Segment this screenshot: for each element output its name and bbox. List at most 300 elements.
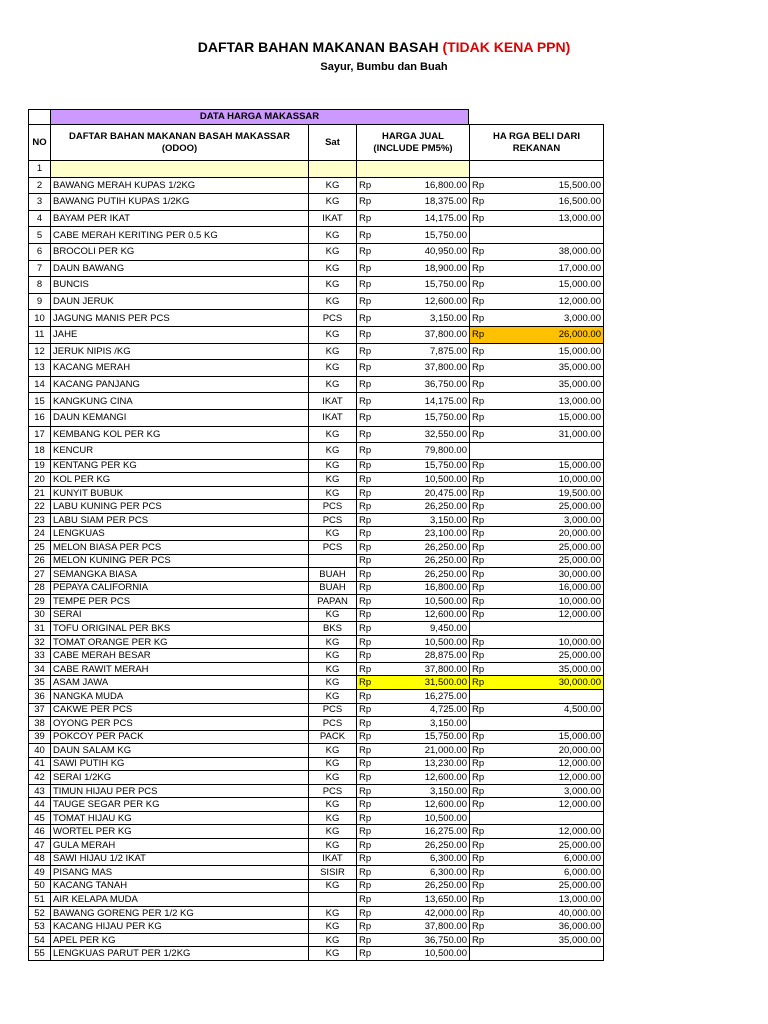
table-row xyxy=(29,177,604,194)
buy-price xyxy=(504,227,604,244)
sell-price: 14,175.00 xyxy=(389,210,470,227)
row-number: 53 xyxy=(29,920,51,934)
row-number: 43 xyxy=(29,784,51,798)
sell-currency: Rp xyxy=(357,581,389,595)
sell-price: 26,250.00 xyxy=(389,839,470,853)
table-row xyxy=(29,260,604,277)
table-row xyxy=(29,376,604,393)
row-number: 30 xyxy=(29,608,51,622)
unit: KG xyxy=(309,825,357,839)
sell-currency: Rp xyxy=(357,744,389,758)
sell-price: 16,275.00 xyxy=(389,825,470,839)
buy-currency: Rp xyxy=(470,608,504,622)
unit: IKAT xyxy=(309,852,357,866)
buy-currency xyxy=(470,689,504,703)
sell-price: 28,875.00 xyxy=(389,649,470,663)
table-row xyxy=(29,893,604,907)
row-number: 13 xyxy=(29,360,51,377)
row-number: 10 xyxy=(29,310,51,327)
buy-currency xyxy=(470,717,504,731)
item-name: SAWI HIJAU 1/2 IKAT xyxy=(51,852,309,866)
buy-currency: Rp xyxy=(470,177,504,194)
title-main: DAFTAR BAHAN MAKANAN BASAH xyxy=(197,39,443,55)
sell-currency: Rp xyxy=(357,260,389,277)
row-number: 45 xyxy=(29,811,51,825)
unit: KG xyxy=(309,443,357,460)
sell-price: 79,800.00 xyxy=(389,443,470,460)
buy-price: 30,000.00 xyxy=(504,568,604,582)
sell-price: 40,950.00 xyxy=(389,243,470,260)
row-number: 39 xyxy=(29,730,51,744)
buy-price: 13,000.00 xyxy=(504,893,604,907)
sell-price: 15,750.00 xyxy=(389,227,470,244)
sell-price: 14,175.00 xyxy=(389,393,470,410)
sell-price: 15,750.00 xyxy=(389,459,470,473)
sell-price: 3,150.00 xyxy=(389,310,470,327)
sell-currency: Rp xyxy=(357,703,389,717)
item-name: DAUN SALAM KG xyxy=(51,744,309,758)
buy-price: 10,000.00 xyxy=(504,473,604,487)
buy-currency: Rp xyxy=(470,649,504,663)
sell-price: 36,750.00 xyxy=(389,933,470,947)
row-number: 11 xyxy=(29,326,51,343)
item-name: KENCUR xyxy=(51,443,309,460)
row-number: 37 xyxy=(29,703,51,717)
item-name: TOMAT HIJAU KG xyxy=(51,811,309,825)
item-name: OYONG PER PCS xyxy=(51,717,309,731)
unit: IKAT xyxy=(309,210,357,227)
col-header-sell-price: HARGA JUAL (INCLUDE PM5%) xyxy=(357,125,470,161)
sell-price: 26,250.00 xyxy=(389,879,470,893)
row-number: 42 xyxy=(29,771,51,785)
sell-price: 6,300.00 xyxy=(389,852,470,866)
sell-currency: Rp xyxy=(357,426,389,443)
sell-currency: Rp xyxy=(357,376,389,393)
unit: KG xyxy=(309,527,357,541)
buy-price: 12,000.00 xyxy=(504,771,604,785)
buy-price xyxy=(504,947,604,961)
item-name: PISANG MAS xyxy=(51,866,309,880)
buy-price: 16,500.00 xyxy=(504,194,604,211)
sell-currency: Rp xyxy=(357,243,389,260)
unit: KG xyxy=(309,343,357,360)
table-row xyxy=(29,622,604,636)
buy-price: 12,000.00 xyxy=(504,293,604,310)
sell-currency: Rp xyxy=(357,527,389,541)
unit: KG xyxy=(309,243,357,260)
unit: BUAH xyxy=(309,581,357,595)
item-name: CABE MERAH KERITING PER 0.5 KG xyxy=(51,227,309,244)
row-number: 6 xyxy=(29,243,51,260)
item-name: LENGKUAS xyxy=(51,527,309,541)
table-row xyxy=(29,825,604,839)
sell-price: 37,800.00 xyxy=(389,662,470,676)
table-row xyxy=(29,310,604,327)
table-row xyxy=(29,360,604,377)
sell-currency: Rp xyxy=(357,486,389,500)
sell-currency: Rp xyxy=(357,622,389,636)
sell-currency: Rp xyxy=(357,757,389,771)
table-row xyxy=(29,210,604,227)
buy-price: 36,000.00 xyxy=(504,920,604,934)
unit: PCS xyxy=(309,310,357,327)
table-row xyxy=(29,554,604,568)
row-number: 23 xyxy=(29,513,51,527)
buy-price: 20,000.00 xyxy=(504,744,604,758)
buy-price: 13,000.00 xyxy=(504,393,604,410)
buy-price: 15,000.00 xyxy=(504,730,604,744)
sell-currency: Rp xyxy=(357,825,389,839)
unit: PCS xyxy=(309,540,357,554)
buy-price: 40,000.00 xyxy=(504,906,604,920)
item-name: LABU SIAM PER PCS xyxy=(51,513,309,527)
buy-price: 6,000.00 xyxy=(504,866,604,880)
sell-price: 23,100.00 xyxy=(389,527,470,541)
buy-currency: Rp xyxy=(470,662,504,676)
item-name: CAKWE PER PCS xyxy=(51,703,309,717)
sell-price: 32,550.00 xyxy=(389,426,470,443)
sell-currency: Rp xyxy=(357,689,389,703)
sell-currency: Rp xyxy=(357,811,389,825)
sell-price: 10,500.00 xyxy=(389,947,470,961)
buy-currency: Rp xyxy=(470,852,504,866)
table-row xyxy=(29,811,604,825)
row-number: 41 xyxy=(29,757,51,771)
row-number: 15 xyxy=(29,393,51,410)
row-number: 4 xyxy=(29,210,51,227)
row-number: 5 xyxy=(29,227,51,244)
buy-currency: Rp xyxy=(470,906,504,920)
item-name: TOMAT ORANGE PER KG xyxy=(51,635,309,649)
buy-currency: Rp xyxy=(470,920,504,934)
unit: PACK xyxy=(309,730,357,744)
buy-price xyxy=(504,689,604,703)
buy-currency: Rp xyxy=(470,500,504,514)
buy-price: 31,000.00 xyxy=(504,426,604,443)
table-header-row xyxy=(29,125,604,161)
unit: PCS xyxy=(309,703,357,717)
buy-currency: Rp xyxy=(470,784,504,798)
table-row xyxy=(29,730,604,744)
table-row xyxy=(29,393,604,410)
table-row xyxy=(29,595,604,609)
buy-price: 15,000.00 xyxy=(504,409,604,426)
buy-currency: Rp xyxy=(470,568,504,582)
buy-price: 25,000.00 xyxy=(504,649,604,663)
item-name xyxy=(51,161,309,178)
item-name: JAGUNG MANIS PER PCS xyxy=(51,310,309,327)
unit: BUAH xyxy=(309,568,357,582)
unit xyxy=(309,554,357,568)
item-name: MELON KUNING PER PCS xyxy=(51,554,309,568)
sell-price: 26,250.00 xyxy=(389,500,470,514)
row-number: 9 xyxy=(29,293,51,310)
unit: KG xyxy=(309,947,357,961)
sell-currency: Rp xyxy=(357,730,389,744)
sell-price: 3,150.00 xyxy=(389,513,470,527)
buy-currency: Rp xyxy=(470,825,504,839)
table-row xyxy=(29,343,604,360)
table-row xyxy=(29,581,604,595)
sell-price: 13,230.00 xyxy=(389,757,470,771)
table-row xyxy=(29,703,604,717)
buy-price: 15,000.00 xyxy=(504,277,604,294)
unit: KG xyxy=(309,906,357,920)
sell-currency: Rp xyxy=(357,393,389,410)
item-name: KOL PER KG xyxy=(51,473,309,487)
item-name: NANGKA MUDA xyxy=(51,689,309,703)
unit xyxy=(309,161,357,178)
buy-currency: Rp xyxy=(470,839,504,853)
buy-price: 19,500.00 xyxy=(504,486,604,500)
sell-price: 15,750.00 xyxy=(389,277,470,294)
buy-price: 25,000.00 xyxy=(504,540,604,554)
table-row xyxy=(29,227,604,244)
buy-price: 4,500.00 xyxy=(504,703,604,717)
item-name: LENGKUAS PARUT PER 1/2KG xyxy=(51,947,309,961)
sell-currency: Rp xyxy=(357,839,389,853)
unit: KG xyxy=(309,662,357,676)
sell-currency: Rp xyxy=(357,635,389,649)
unit: KG xyxy=(309,486,357,500)
sell-currency: Rp xyxy=(357,676,389,690)
item-name: KACANG MERAH xyxy=(51,360,309,377)
buy-currency: Rp xyxy=(470,771,504,785)
unit: KG xyxy=(309,676,357,690)
sell-price: 31,500.00 xyxy=(389,676,470,690)
table-row xyxy=(29,635,604,649)
table-row xyxy=(29,161,604,178)
row-number: 52 xyxy=(29,906,51,920)
item-name: BAWANG GORENG PER 1/2 KG xyxy=(51,906,309,920)
sell-price: 37,800.00 xyxy=(389,920,470,934)
row-number: 44 xyxy=(29,798,51,812)
row-number: 31 xyxy=(29,622,51,636)
buy-currency: Rp xyxy=(470,486,504,500)
buy-currency: Rp xyxy=(470,473,504,487)
sell-price: 20,475.00 xyxy=(389,486,470,500)
unit: KG xyxy=(309,798,357,812)
buy-price: 12,000.00 xyxy=(504,798,604,812)
row-number: 51 xyxy=(29,893,51,907)
sell-currency: Rp xyxy=(357,277,389,294)
unit xyxy=(309,893,357,907)
table-row xyxy=(29,852,604,866)
sell-price: 12,600.00 xyxy=(389,293,470,310)
page-title xyxy=(0,39,768,55)
row-number: 28 xyxy=(29,581,51,595)
sell-price: 18,900.00 xyxy=(389,260,470,277)
sell-currency: Rp xyxy=(357,443,389,460)
table-row xyxy=(29,486,604,500)
price-table xyxy=(28,124,604,961)
table-row xyxy=(29,717,604,731)
col-header-unit: Sat xyxy=(309,125,357,161)
sell-currency: Rp xyxy=(357,554,389,568)
buy-currency: Rp xyxy=(470,933,504,947)
buy-price xyxy=(504,443,604,460)
row-number: 17 xyxy=(29,426,51,443)
unit: KG xyxy=(309,227,357,244)
item-name: LABU KUNING PER PCS xyxy=(51,500,309,514)
buy-price: 12,000.00 xyxy=(504,757,604,771)
unit: PAPAN xyxy=(309,595,357,609)
sell-price: 37,800.00 xyxy=(389,326,470,343)
unit: BKS xyxy=(309,622,357,636)
unit: PCS xyxy=(309,717,357,731)
sell-currency: Rp xyxy=(357,866,389,880)
table-row xyxy=(29,920,604,934)
buy-price: 12,000.00 xyxy=(504,608,604,622)
buy-price: 17,000.00 xyxy=(504,260,604,277)
buy-price: 25,000.00 xyxy=(504,500,604,514)
sell-price: 16,275.00 xyxy=(389,689,470,703)
sell-currency: Rp xyxy=(357,879,389,893)
buy-price: 15,500.00 xyxy=(504,177,604,194)
unit: KG xyxy=(309,277,357,294)
buy-currency: Rp xyxy=(470,194,504,211)
row-number: 32 xyxy=(29,635,51,649)
table-row xyxy=(29,443,604,460)
item-name: SEMANGKA BIASA xyxy=(51,568,309,582)
item-name: KEMBANG KOL PER KG xyxy=(51,426,309,443)
buy-price: 35,000.00 xyxy=(504,662,604,676)
row-number: 34 xyxy=(29,662,51,676)
buy-currency: Rp xyxy=(470,513,504,527)
sell-price: 10,500.00 xyxy=(389,811,470,825)
item-name: KACANG PANJANG xyxy=(51,376,309,393)
sell-currency: Rp xyxy=(357,649,389,663)
buy-price: 6,000.00 xyxy=(504,852,604,866)
sell-currency xyxy=(357,161,389,178)
sell-currency: Rp xyxy=(357,893,389,907)
item-name: JERUK NIPIS /KG xyxy=(51,343,309,360)
buy-price: 25,000.00 xyxy=(504,554,604,568)
buy-currency xyxy=(470,947,504,961)
buy-currency xyxy=(470,443,504,460)
sell-currency: Rp xyxy=(357,360,389,377)
buy-currency: Rp xyxy=(470,360,504,377)
sell-price: 10,500.00 xyxy=(389,635,470,649)
row-number: 54 xyxy=(29,933,51,947)
sell-currency: Rp xyxy=(357,194,389,211)
page-subtitle: Sayur, Bumbu dan Buah xyxy=(320,61,448,73)
item-name: KACANG TANAH xyxy=(51,879,309,893)
buy-currency: Rp xyxy=(470,893,504,907)
table-row xyxy=(29,500,604,514)
item-name: AIR KELAPA MUDA xyxy=(51,893,309,907)
unit: IKAT xyxy=(309,409,357,426)
item-name: APEL PER KG xyxy=(51,933,309,947)
sell-currency: Rp xyxy=(357,459,389,473)
buy-price: 16,000.00 xyxy=(504,581,604,595)
item-name: TIMUN HIJAU PER PCS xyxy=(51,784,309,798)
buy-price xyxy=(504,717,604,731)
buy-price xyxy=(504,622,604,636)
table-row xyxy=(29,194,604,211)
row-number: 27 xyxy=(29,568,51,582)
table-row xyxy=(29,649,604,663)
sell-price: 4,725.00 xyxy=(389,703,470,717)
buy-price: 38,000.00 xyxy=(504,243,604,260)
table-row xyxy=(29,409,604,426)
unit: KG xyxy=(309,608,357,622)
item-name: BUNCIS xyxy=(51,277,309,294)
buy-currency: Rp xyxy=(470,879,504,893)
row-number: 12 xyxy=(29,343,51,360)
sell-currency: Rp xyxy=(357,293,389,310)
buy-currency: Rp xyxy=(470,260,504,277)
item-name: DAUN BAWANG xyxy=(51,260,309,277)
sell-price: 7,875.00 xyxy=(389,343,470,360)
row-number: 46 xyxy=(29,825,51,839)
sell-currency: Rp xyxy=(357,920,389,934)
row-number: 35 xyxy=(29,676,51,690)
row-number: 48 xyxy=(29,852,51,866)
row-number: 18 xyxy=(29,443,51,460)
buy-currency xyxy=(470,161,504,178)
row-number: 7 xyxy=(29,260,51,277)
row-number: 3 xyxy=(29,194,51,211)
sell-price: 12,600.00 xyxy=(389,771,470,785)
sell-currency: Rp xyxy=(357,227,389,244)
item-name: KENTANG PER KG xyxy=(51,459,309,473)
buy-price: 30,000.00 xyxy=(504,676,604,690)
sell-price: 6,300.00 xyxy=(389,866,470,880)
sell-price: 3,150.00 xyxy=(389,784,470,798)
buy-price: 25,000.00 xyxy=(504,879,604,893)
buy-price: 35,000.00 xyxy=(504,360,604,377)
unit: PCS xyxy=(309,784,357,798)
unit: KG xyxy=(309,771,357,785)
table-row xyxy=(29,527,604,541)
row-number: 22 xyxy=(29,500,51,514)
sell-currency: Rp xyxy=(357,500,389,514)
buy-currency: Rp xyxy=(470,527,504,541)
table-row xyxy=(29,293,604,310)
buy-currency: Rp xyxy=(470,393,504,410)
table-row xyxy=(29,947,604,961)
buy-price: 35,000.00 xyxy=(504,376,604,393)
table-row xyxy=(29,662,604,676)
buy-price: 20,000.00 xyxy=(504,527,604,541)
unit: KG xyxy=(309,920,357,934)
item-name: CABE MERAH BESAR xyxy=(51,649,309,663)
buy-currency: Rp xyxy=(470,581,504,595)
sell-currency: Rp xyxy=(357,608,389,622)
sell-price: 16,800.00 xyxy=(389,177,470,194)
unit: KG xyxy=(309,260,357,277)
table-row xyxy=(29,798,604,812)
sell-currency: Rp xyxy=(357,784,389,798)
col-header-no: NO xyxy=(29,125,51,161)
table-row xyxy=(29,879,604,893)
unit: PCS xyxy=(309,500,357,514)
row-number: 55 xyxy=(29,947,51,961)
row-number: 33 xyxy=(29,649,51,663)
unit: KG xyxy=(309,649,357,663)
unit: SISIR xyxy=(309,866,357,880)
col-header-buy-price: HA RGA BELI DARI REKANAN xyxy=(470,125,604,161)
row-number: 8 xyxy=(29,277,51,294)
sell-currency: Rp xyxy=(357,662,389,676)
unit: KG xyxy=(309,689,357,703)
item-name: KANGKUNG CINA xyxy=(51,393,309,410)
sell-price: 15,750.00 xyxy=(389,730,470,744)
unit: KG xyxy=(309,839,357,853)
unit: PCS xyxy=(309,513,357,527)
buy-currency: Rp xyxy=(470,376,504,393)
